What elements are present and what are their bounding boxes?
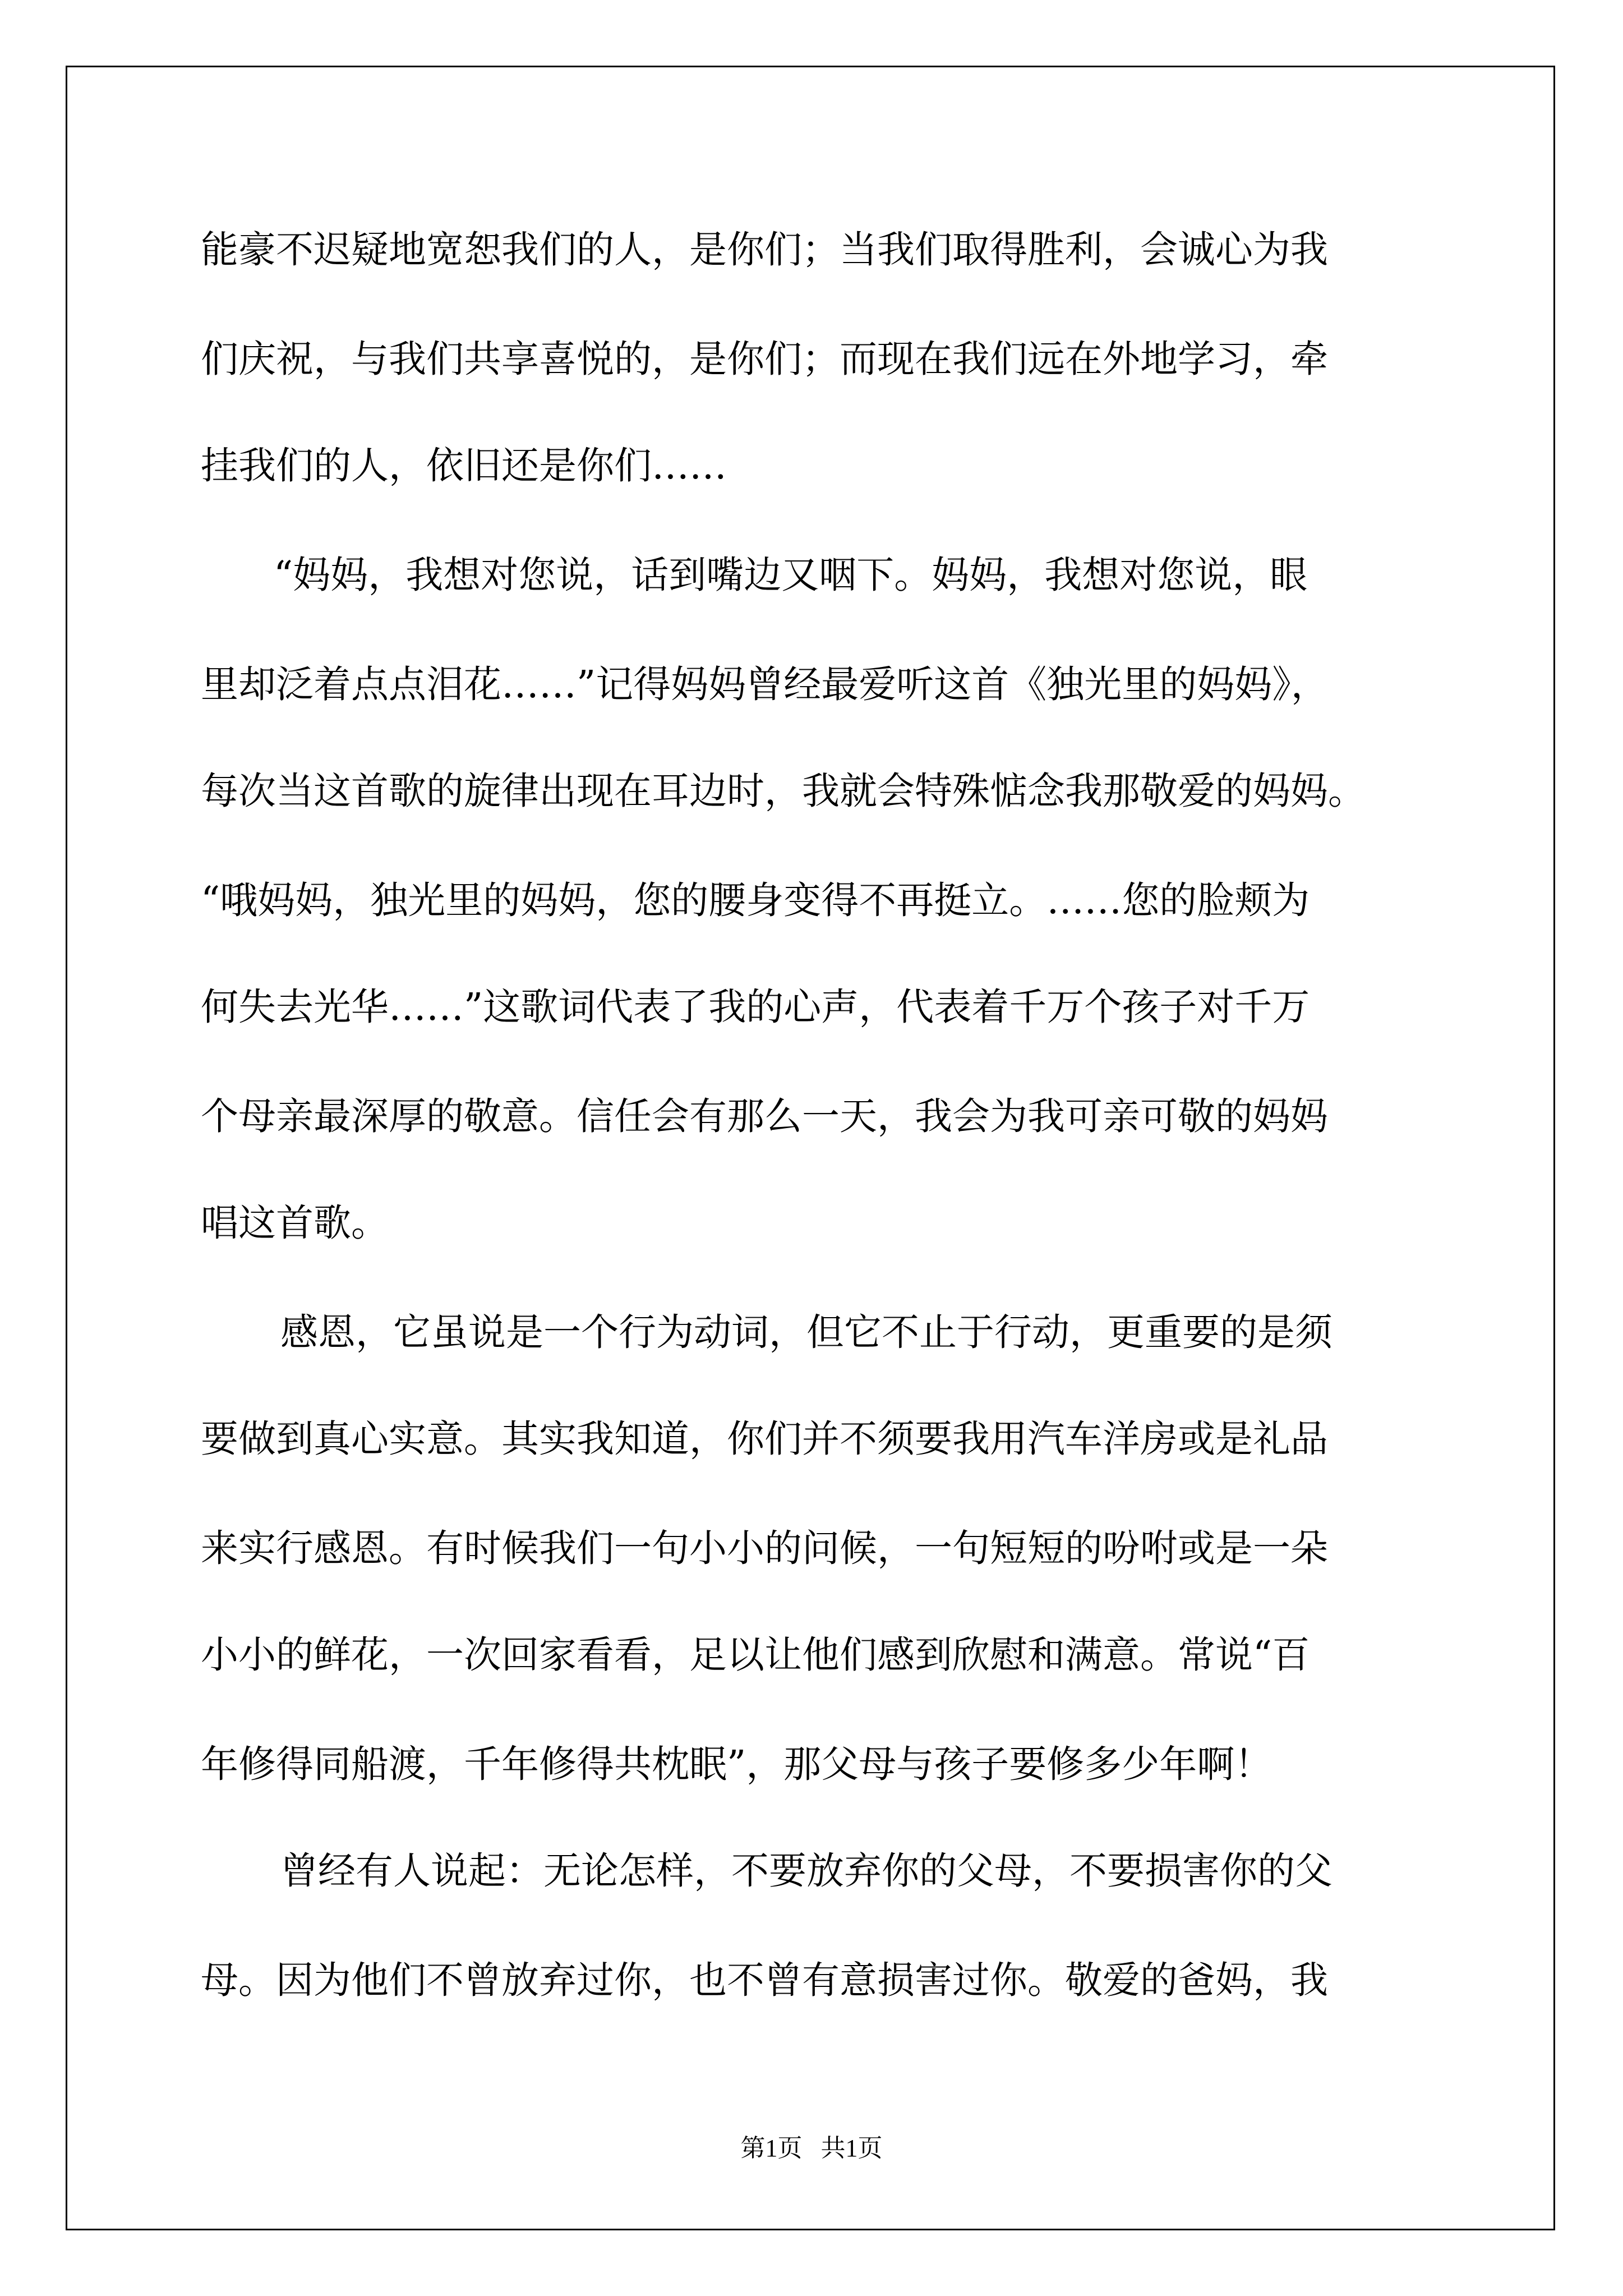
text-line: 年修得同船渡，千年修得共枕眠”，那父母与孩子要修多少年啊！ [201,1742,1272,1786]
text-line: 们庆祝，与我们共享喜悦的，是你们；而现在我们远在外地学习，牵 [201,337,1328,381]
page-number-footer: 第1页 共1页 [740,2134,883,2162]
text-line: 挂我们的人，依旧还是你们…… [201,444,727,487]
paragraph-start-line: 曾经有人说起：无论怎样，不要放弃你的父母，不要损害你的父 [280,1849,1332,1893]
text-line: 小小的鲜花，一次回家看看，足以让他们感到欣慰和满意。常说“百 [201,1633,1310,1677]
text-line: 来实行感恩。有时候我们一句小小的问候，一句短短的吩咐或是一朵 [201,1526,1328,1570]
text-line: 何失去光华……”这歌词代表了我的心声，代表着千万个孩子对千万 [201,985,1310,1029]
text-line: 每次当这首歌的旋律出现在耳边时，我就会特殊惦念我那敬爱的妈妈。 [201,769,1366,813]
text-line: “哦妈妈，独光里的妈妈，您的腰身变得不再挺立。……您的脸颊为 [201,878,1310,922]
text-line: 能豪不迟疑地宽恕我们的人，是你们；当我们取得胜利，会诚心为我 [201,228,1328,272]
text-line: 里却泛着点点泪花……”记得妈妈曾经最爱听这首《独光里的妈妈》， [201,662,1329,706]
page-border [66,66,1555,2230]
text-line: 要做到真心实意。其实我知道，你们并不须要我用汽车洋房或是礼品 [201,1417,1328,1461]
text-line: 唱这首歌。 [201,1201,389,1245]
text-line: 母。因为他们不曾放弃过你，也不曾有意损害过你。敬爱的爸妈，我 [201,1958,1328,2002]
text-line: 个母亲最深厚的敬意。信任会有那么一天，我会为我可亲可敬的妈妈 [201,1094,1328,1138]
paragraph-start-line: 感恩，它虽说是一个行为动词，但它不止于行动，更重要的是须 [280,1310,1332,1354]
paragraph-start-line: “妈妈，我想对您说，话到嘴边又咽下。妈妈，我想对您说，眼 [274,553,1308,597]
